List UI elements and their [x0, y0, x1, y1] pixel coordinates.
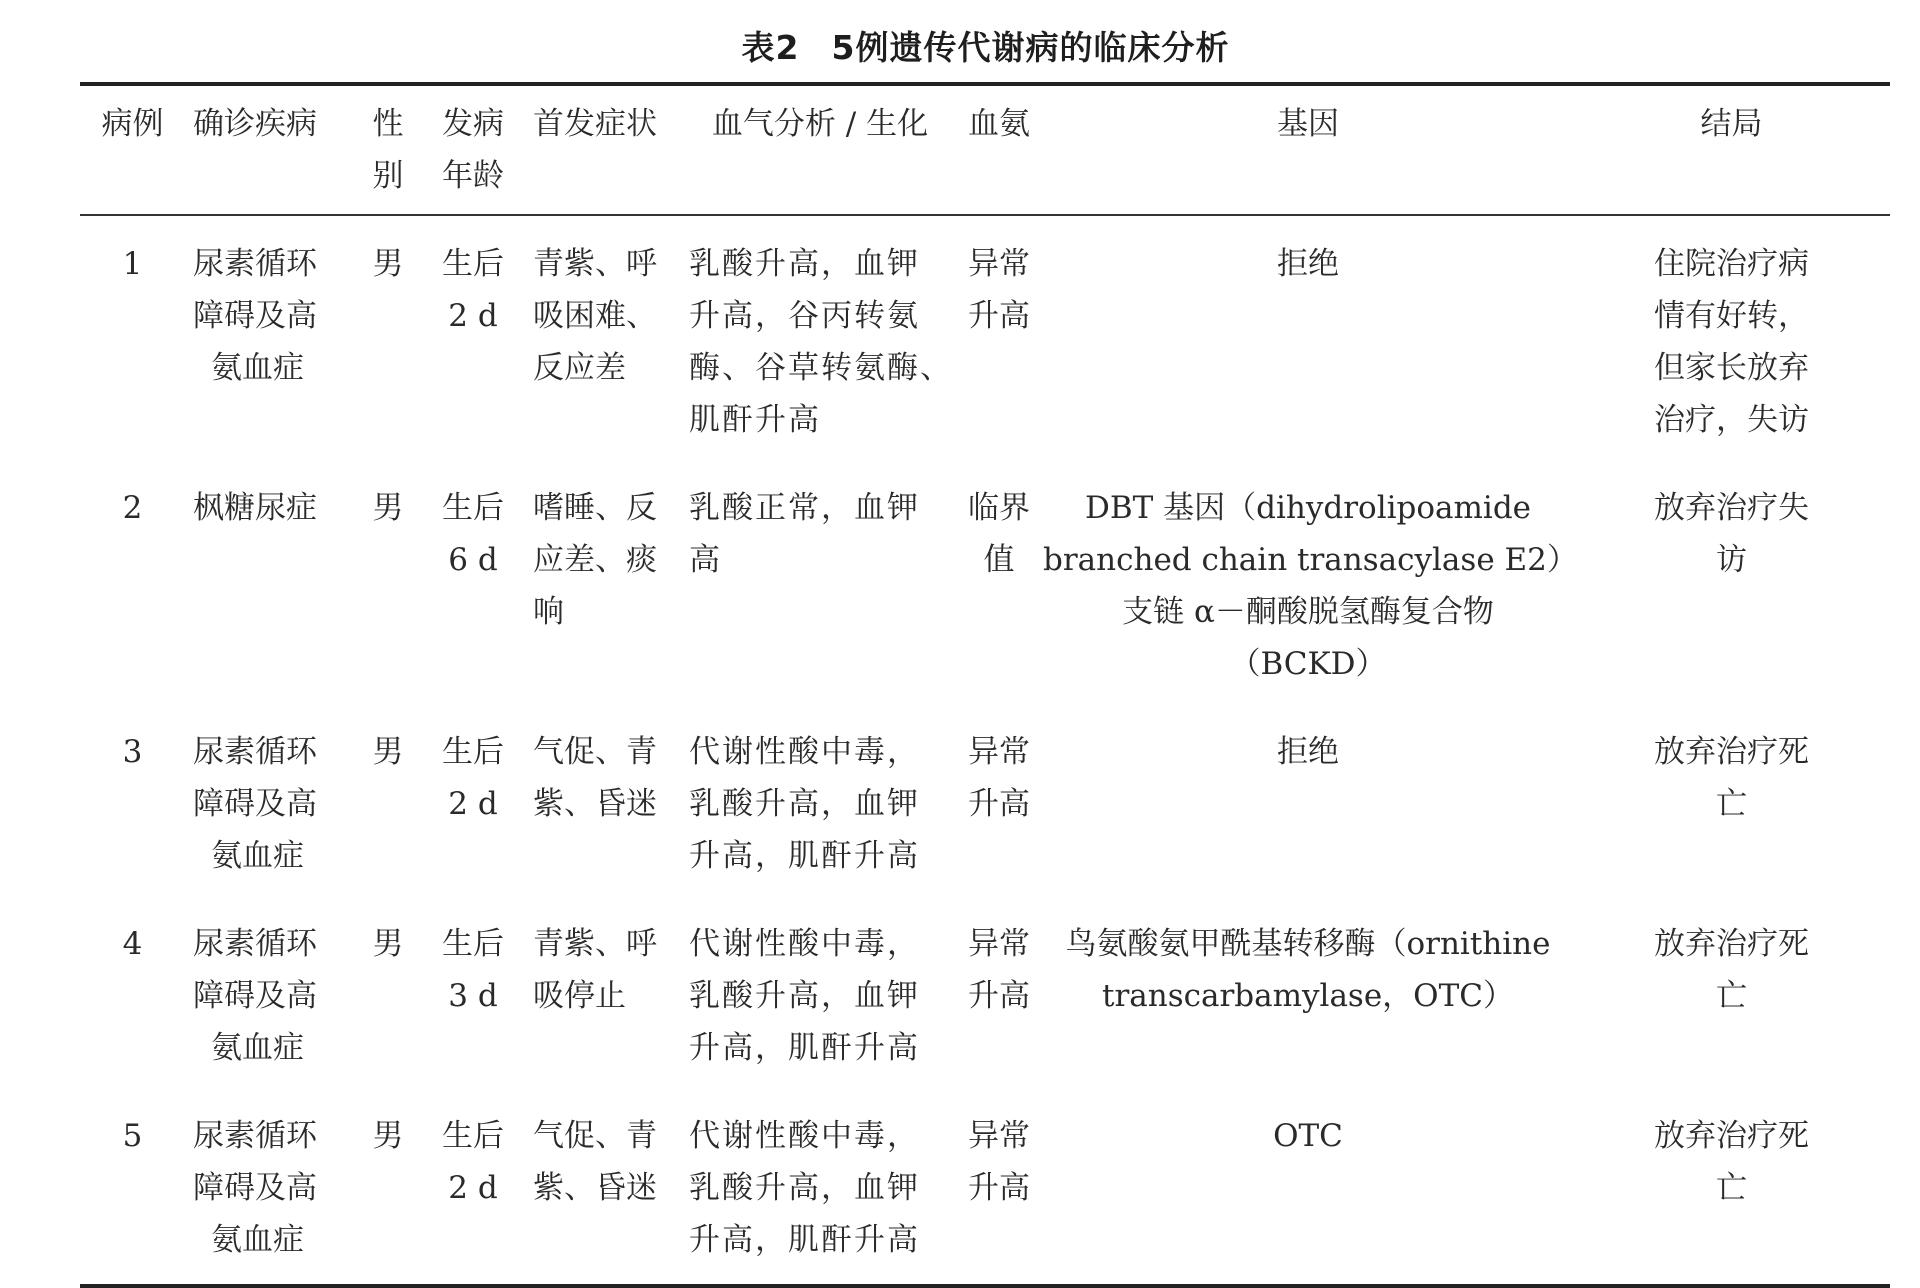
cell-symptom-line: 响: [533, 594, 564, 630]
cell-ammonia-line: 升高: [968, 978, 1030, 1014]
cell-ammonia-line: 升高: [968, 786, 1030, 822]
cell-diagnosis: [185, 1092, 355, 1286]
cell-symptom-line: 嗜睡、反: [533, 490, 657, 526]
cell-ammonia-line: 升高: [968, 298, 1030, 334]
cell-biochem-line: 升高，谷丙转氨: [689, 298, 920, 334]
table-row: [80, 708, 1890, 900]
cell-age-line: 生后: [442, 1118, 504, 1154]
cell-outcome-line: 治疗，失访: [1654, 402, 1809, 438]
cell-gene: [1043, 900, 1573, 1092]
header-sex: [355, 84, 421, 215]
cell-biochem: [685, 464, 955, 708]
cell-gene: [1043, 215, 1573, 464]
cell-diagnosis: [185, 708, 355, 900]
cell-age-line: 3 d: [448, 978, 498, 1014]
cell-outcome-line: 放弃治疗死: [1654, 926, 1809, 962]
cell-ammonia: [955, 900, 1043, 1092]
cell-biochem-line: 升高，肌酐升高: [689, 838, 920, 874]
cell-gene-line: transcarbamylase，OTC）: [1102, 978, 1514, 1014]
cell-outcome-line: 但家长放弃: [1654, 350, 1809, 386]
cell-symptom-line: 应差、痰: [533, 542, 657, 578]
cell-case: 5: [122, 1118, 143, 1154]
cell-symptom-line: 气促、青: [533, 734, 657, 770]
cell-age-line: 2 d: [448, 1170, 498, 1206]
cell-diagnosis: [185, 464, 355, 708]
cell-diagnosis-line: 障碍及高: [193, 298, 317, 334]
cell-biochem-line: 乳酸正常，血钾: [689, 490, 920, 526]
cell-biochem: [685, 900, 955, 1092]
cell-gene-line: （BCKD）: [1229, 646, 1387, 682]
cell-diagnosis: [185, 900, 355, 1092]
cell-gene-line: DBT 基因（dihydrolipoamide: [1084, 490, 1532, 526]
header-sex-line1: 性: [372, 106, 404, 142]
cell-ammonia-line: 异常: [968, 1118, 1030, 1154]
cell-gene: [1043, 708, 1573, 900]
cell-ammonia-line: 临界: [968, 490, 1030, 526]
cell-ammonia-line: 异常: [968, 734, 1030, 770]
cell-age: [421, 464, 525, 708]
cell-biochem: [685, 708, 955, 900]
cell-outcome-line: 访: [1716, 542, 1747, 578]
cell-ammonia-line: 升高: [968, 1170, 1030, 1206]
cell-outcome-line: 放弃治疗死: [1654, 1118, 1809, 1154]
cell-diagnosis-line: 尿素循环: [193, 1118, 317, 1154]
cell-outcome-line: 亡: [1716, 786, 1747, 822]
header-sex-line2: 别: [372, 158, 404, 194]
cell-biochem-line: 高: [689, 542, 722, 578]
cell-gene-line: 拒绝: [1277, 734, 1339, 770]
cell-symptom: [525, 708, 685, 900]
cell-age: [421, 215, 525, 464]
cell-symptom: [525, 1092, 685, 1286]
cell-ammonia-line: 异常: [968, 926, 1030, 962]
cell-outcome-line: 放弃治疗死: [1654, 734, 1809, 770]
cell-diagnosis-line: 障碍及高: [193, 978, 317, 1014]
cell-outcome-line: 住院治疗病: [1654, 246, 1809, 282]
header-biochem: 血气分析 / 生化: [685, 84, 955, 215]
cell-diagnosis-line: 氨血症: [211, 1222, 304, 1258]
cell-symptom-line: 吸困难、: [533, 298, 657, 334]
cell-outcome: [1573, 215, 1890, 464]
header-diagnosis: 确诊疾病: [185, 84, 355, 215]
cell-diagnosis: [185, 215, 355, 464]
cell-outcome-line: 亡: [1716, 1170, 1747, 1206]
cell-outcome: [1573, 464, 1890, 708]
cell-symptom-line: 青紫、呼: [533, 926, 657, 962]
table-caption: [0, 22, 1920, 69]
cell-symptom-line: 气促、青: [533, 1118, 657, 1154]
cell-diagnosis-line: 枫糖尿症: [193, 490, 317, 526]
table-body: [80, 215, 1890, 1286]
cell-gene-line: OTC: [1273, 1118, 1343, 1154]
cell-ammonia-line: 异常: [968, 246, 1030, 282]
cell-ammonia: [955, 1092, 1043, 1286]
cell-biochem-line: 肌酐升高: [689, 402, 821, 438]
cell-gene: [1043, 464, 1578, 708]
cell-biochem-line: 代谢性酸中毒，: [689, 734, 920, 770]
table-caption-title: 5例遗传代谢病的临床分析: [831, 28, 1230, 67]
cell-symptom-line: 青紫、呼: [533, 246, 657, 282]
table-header-row: [80, 84, 1890, 215]
header-age-line2: 年龄: [442, 158, 504, 194]
cell-age-line: 2 d: [448, 786, 498, 822]
cell-case: 4: [122, 926, 143, 962]
header-case: 病例: [80, 84, 185, 215]
cell-symptom-line: 紫、昏迷: [533, 1170, 657, 1206]
cell-case: 3: [122, 734, 143, 770]
cell-gene-line: 鸟氨酸氨甲酰基转移酶（ornithine: [1065, 926, 1551, 962]
cell-diagnosis-line: 尿素循环: [193, 734, 317, 770]
cell-sex: 男: [372, 246, 404, 282]
cell-diagnosis-line: 氨血症: [211, 838, 304, 874]
cell-biochem-line: 乳酸升高，血钾: [689, 1170, 920, 1206]
cell-age: [421, 900, 525, 1092]
cell-biochem: [685, 1092, 955, 1286]
cell-biochem-line: 升高，肌酐升高: [689, 1222, 920, 1258]
table-row: [80, 464, 1890, 708]
cell-ammonia: [955, 708, 1043, 900]
cell-biochem-line: 乳酸升高，血钾: [689, 978, 920, 1014]
cell-age: [421, 708, 525, 900]
cell-symptom-line: 吸停止: [533, 978, 626, 1014]
cell-sex: 男: [372, 734, 404, 770]
cell-diagnosis-line: 尿素循环: [193, 926, 317, 962]
cell-age-line: 生后: [442, 926, 504, 962]
cell-biochem-line: 代谢性酸中毒，: [689, 1118, 920, 1154]
cell-biochem-line: 代谢性酸中毒，: [689, 926, 920, 962]
table-row: [80, 215, 1890, 464]
header-age: [421, 84, 525, 215]
cell-biochem-line: 升高，肌酐升高: [689, 1030, 920, 1066]
cell-symptom: [525, 900, 685, 1092]
cell-symptom: [525, 464, 685, 708]
cell-gene-line: 拒绝: [1277, 246, 1339, 282]
clinical-analysis-table: [80, 82, 1890, 1288]
table-row: [80, 900, 1890, 1092]
cell-diagnosis-line: 障碍及高: [193, 786, 317, 822]
cell-diagnosis-line: 氨血症: [211, 1030, 304, 1066]
cell-outcome-line: 亡: [1716, 978, 1747, 1014]
cell-outcome: [1573, 900, 1890, 1092]
cell-ammonia: [955, 215, 1043, 464]
header-symptom: 首发症状: [525, 84, 685, 215]
cell-symptom: [525, 215, 685, 464]
cell-age-line: 6 d: [448, 542, 498, 578]
cell-outcome-line: 情有好转，: [1654, 298, 1809, 334]
cell-biochem-line: 乳酸升高，血钾: [689, 786, 920, 822]
cell-age-line: 2 d: [448, 298, 498, 334]
cell-outcome: [1573, 708, 1890, 900]
header-age-line1: 发病: [442, 106, 504, 142]
cell-symptom-line: 反应差: [533, 350, 626, 386]
cell-case: 2: [122, 490, 143, 526]
cell-biochem-line: 乳酸升高，血钾: [689, 246, 920, 282]
cell-gene-line: branched chain transacylase E2）: [1043, 542, 1578, 578]
table-caption-label: 表2: [741, 28, 800, 67]
header-gene: 基因: [1043, 84, 1573, 215]
cell-biochem: [685, 215, 955, 464]
cell-outcome: [1573, 1092, 1890, 1286]
cell-age-line: 生后: [442, 734, 504, 770]
cell-age-line: 生后: [442, 246, 504, 282]
cell-outcome-line: 放弃治疗失: [1654, 490, 1809, 526]
cell-diagnosis-line: 障碍及高: [193, 1170, 317, 1206]
cell-diagnosis-line: 氨血症: [211, 350, 304, 386]
cell-symptom-line: 紫、昏迷: [533, 786, 657, 822]
cell-ammonia: [955, 464, 1043, 708]
cell-sex: 男: [372, 1118, 404, 1154]
header-ammonia: 血氨: [955, 84, 1043, 215]
table-row: [80, 1092, 1890, 1286]
cell-biochem-line: 酶、谷草转氨酶、: [689, 350, 953, 386]
header-outcome: 结局: [1573, 84, 1890, 215]
cell-sex: 男: [372, 490, 404, 526]
cell-diagnosis-line: 尿素循环: [193, 246, 317, 282]
cell-ammonia-line: 值: [983, 542, 1015, 578]
cell-case: 1: [122, 246, 143, 282]
cell-age-line: 生后: [442, 490, 504, 526]
cell-gene: [1043, 1092, 1573, 1286]
cell-sex: 男: [372, 926, 404, 962]
cell-age: [421, 1092, 525, 1286]
cell-gene-line: 支链 α－酮酸脱氢酶复合物: [1122, 594, 1494, 630]
